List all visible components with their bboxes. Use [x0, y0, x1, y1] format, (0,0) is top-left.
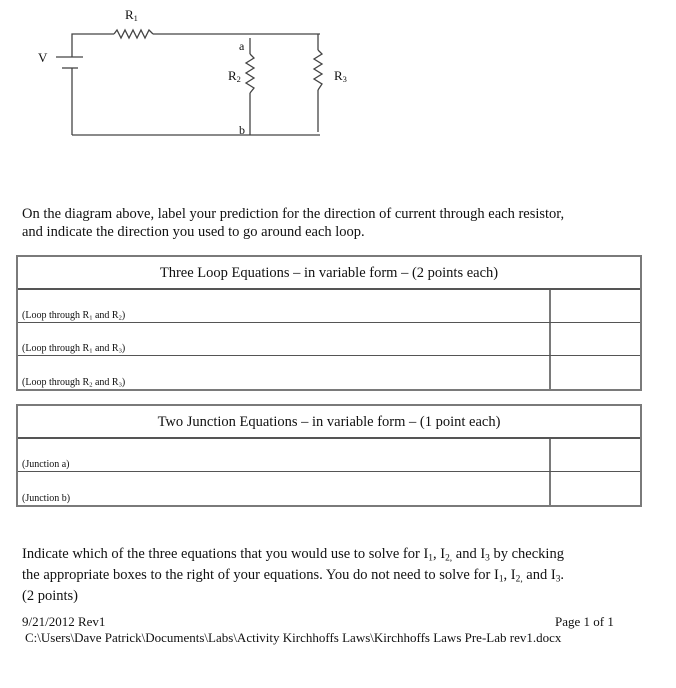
junction-equations-table [16, 404, 642, 507]
instructions-text [22, 205, 652, 241]
footer-file-path: C:\Users\Dave Patrick\Documents\Labs\Activity Kirchhoffs Laws\Kirchhoffs Laws Pre-Lab rev1.docx [25, 630, 562, 645]
battery-label: V [38, 50, 48, 65]
r2-label: $R_2$ [228, 68, 241, 85]
node-b-label: b [239, 123, 245, 137]
table-row[interactable] [18, 356, 640, 389]
r3-label: $R_3$ [334, 68, 347, 85]
table-row[interactable] [18, 323, 640, 356]
loop-r1-r3-label: (Loop through $R_1$ and $R_3$) [22, 343, 126, 355]
loop-table-title: Three Loop Equations – in variable form – (2 points each) [18, 257, 640, 290]
node-a-label: a [239, 39, 245, 53]
closing-line-1: Indicate which of the three equations that you would use to solve for $I_1$, $I_{2,}$ and $I_3$ by checking [22, 546, 564, 564]
instructions-line-1: On the diagram above, label your prediction for the direction of current through each resistor, [22, 206, 565, 222]
circuit-diagram [0, 0, 360, 150]
footer-page-number: Page 1 of 1 [555, 614, 614, 629]
junction-table-title: Two Junction Equations – in variable form – (1 point each) [18, 406, 640, 439]
resistor-r1-icon [114, 30, 153, 38]
junction-b-label: (Junction b) [22, 493, 71, 504]
wire-top-left [72, 34, 114, 57]
closing-line-2: the appropriate boxes to the right of your equations. You do not need to solve for $I_1$, $I_{2,}$ and $I_3$. [22, 567, 565, 585]
instructions-line-2: and indicate the direction you used to go around each loop. [22, 224, 365, 240]
resistor-r3-icon [314, 50, 322, 90]
check-box-cell[interactable] [549, 472, 640, 505]
footer-date-rev: 9/21/2012 Rev1 [22, 614, 106, 629]
closing-instructions [22, 544, 652, 607]
loop-r1-r2-label: (Loop through $R_1$ and $R_2$) [22, 310, 126, 322]
closing-line-3: (2 points) [22, 588, 78, 604]
check-box-cell[interactable] [549, 439, 640, 471]
table-row[interactable] [18, 439, 640, 472]
junction-a-label: (Junction a) [22, 459, 70, 470]
table-row[interactable] [18, 472, 640, 505]
loop-equations-table [16, 255, 642, 391]
resistor-r2-icon [246, 54, 254, 93]
check-box-cell[interactable] [549, 290, 640, 322]
check-box-cell[interactable] [549, 356, 640, 389]
table-row[interactable] [18, 290, 640, 323]
r1-label: $R_1$ [125, 7, 138, 24]
loop-r2-r3-label: (Loop through $R_2$ and $R_3$) [22, 377, 126, 389]
check-box-cell[interactable] [549, 323, 640, 355]
